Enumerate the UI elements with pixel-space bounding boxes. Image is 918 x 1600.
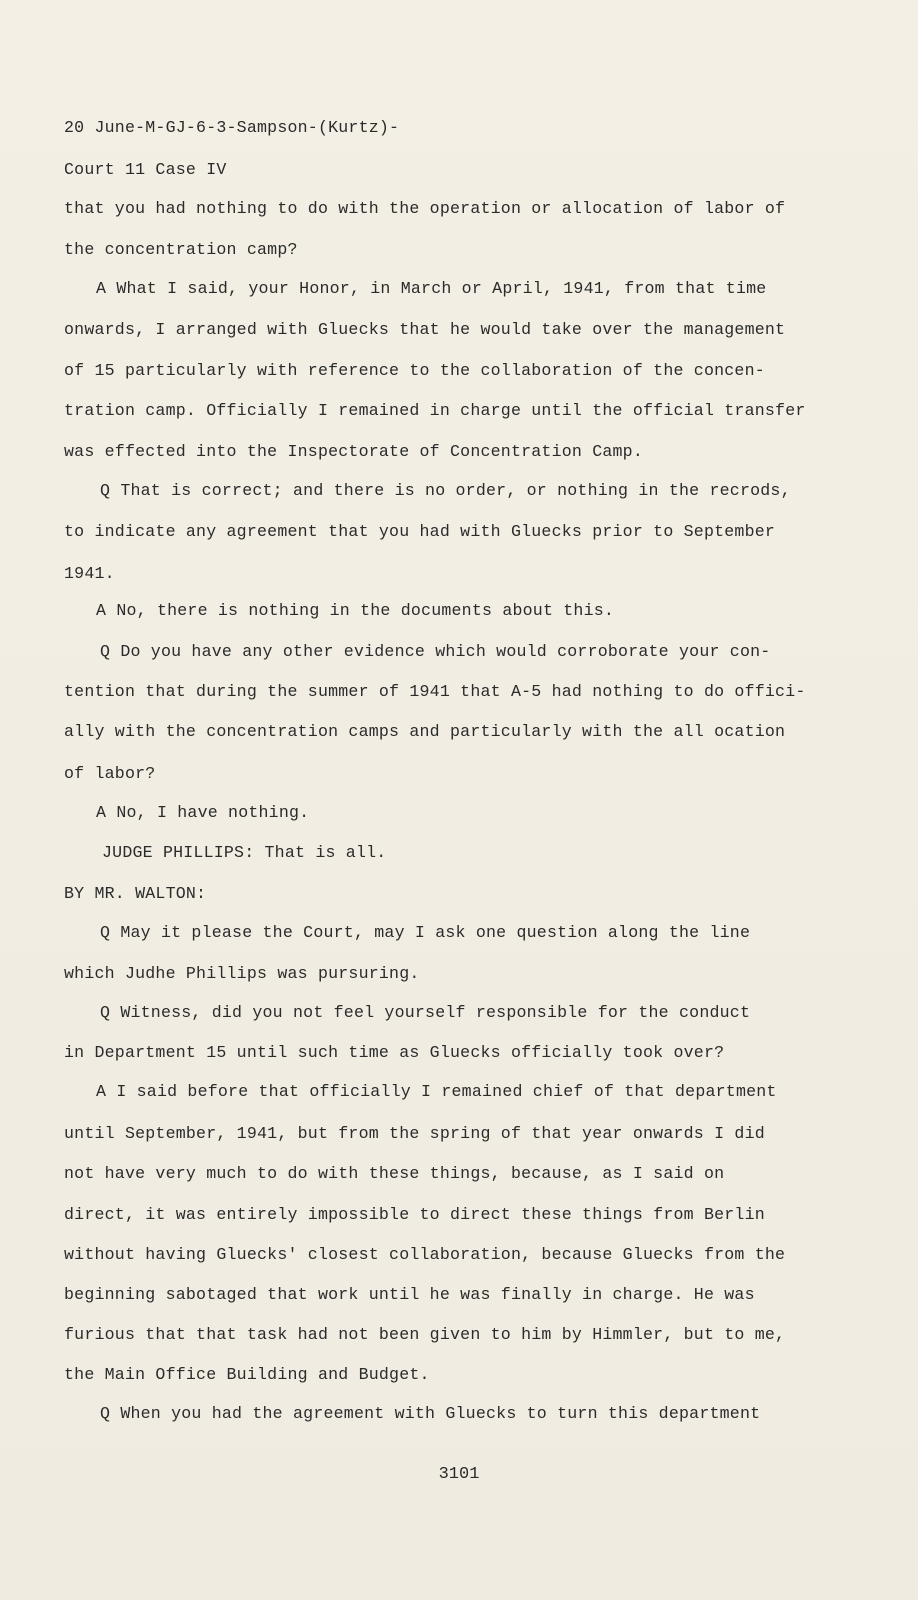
text-line: which Judhe Phillips was pursuring. xyxy=(64,964,420,983)
header-court: Court 11 Case IV xyxy=(64,160,227,179)
answer-line: A No, I have nothing. xyxy=(96,803,310,822)
text-line: in Department 15 until such time as Gluecks officially took over? xyxy=(64,1043,725,1062)
text-line: that you had nothing to do with the operation or allocation of labor of xyxy=(64,199,786,218)
answer-line: A No, there is nothing in the documents about this. xyxy=(96,601,615,620)
text-line: not have very much to do with these things, because, as I said on xyxy=(64,1164,725,1183)
question-line: Q That is correct; and there is no order, or nothing in the recrods, xyxy=(100,481,791,500)
question-line: Q May it please the Court, may I ask one question along the line xyxy=(100,923,751,942)
text-line: of labor? xyxy=(64,764,156,783)
text-line: beginning sabotaged that work until he was finally in charge. He was xyxy=(64,1285,755,1304)
text-line: onwards, I arranged with Gluecks that he would take over the management xyxy=(64,320,786,339)
question-line: Q Do you have any other evidence which would corroborate your con- xyxy=(100,642,771,661)
text-line: without having Gluecks' closest collaboration, because Gluecks from the xyxy=(64,1245,786,1264)
answer-line: A What I said, your Honor, in March or April, 1941, from that time xyxy=(96,279,767,298)
text-line: the concentration camp? xyxy=(64,240,298,259)
judge-line: JUDGE PHILLIPS: That is all. xyxy=(102,843,387,862)
header-reference: 20 June-M-GJ-6-3-Sampson-(Kurtz)- xyxy=(64,118,400,137)
text-line: direct, it was entirely impossible to direct these things from Berlin xyxy=(64,1205,765,1224)
answer-line: A I said before that officially I remained chief of that department xyxy=(96,1082,777,1101)
text-line: until September, 1941, but from the spring of that year onwards I did xyxy=(64,1124,765,1143)
text-line: tration camp. Officially I remained in charge until the official transfer xyxy=(64,401,806,420)
text-line: tention that during the summer of 1941 that A-5 had nothing to do offici- xyxy=(64,682,806,701)
section-heading: BY MR. WALTON: xyxy=(64,884,207,903)
question-line: Q When you had the agreement with Gluecks to turn this department xyxy=(100,1404,761,1423)
text-line: the Main Office Building and Budget. xyxy=(64,1365,430,1384)
text-line: furious that that task had not been given to him by Himmler, but to me, xyxy=(64,1325,786,1344)
text-line: to indicate any agreement that you had with Gluecks prior to September xyxy=(64,522,776,541)
text-line: was effected into the Inspectorate of Concentration Camp. xyxy=(64,442,643,461)
text-line: ally with the concentration camps and particularly with the all ocation xyxy=(64,722,786,741)
question-line: Q Witness, did you not feel yourself responsible for the conduct xyxy=(100,1003,751,1022)
text-line: of 15 particularly with reference to the collaboration of the concen- xyxy=(64,361,765,380)
text-line: 1941. xyxy=(64,564,115,583)
page-number: 3101 xyxy=(438,1465,480,1484)
